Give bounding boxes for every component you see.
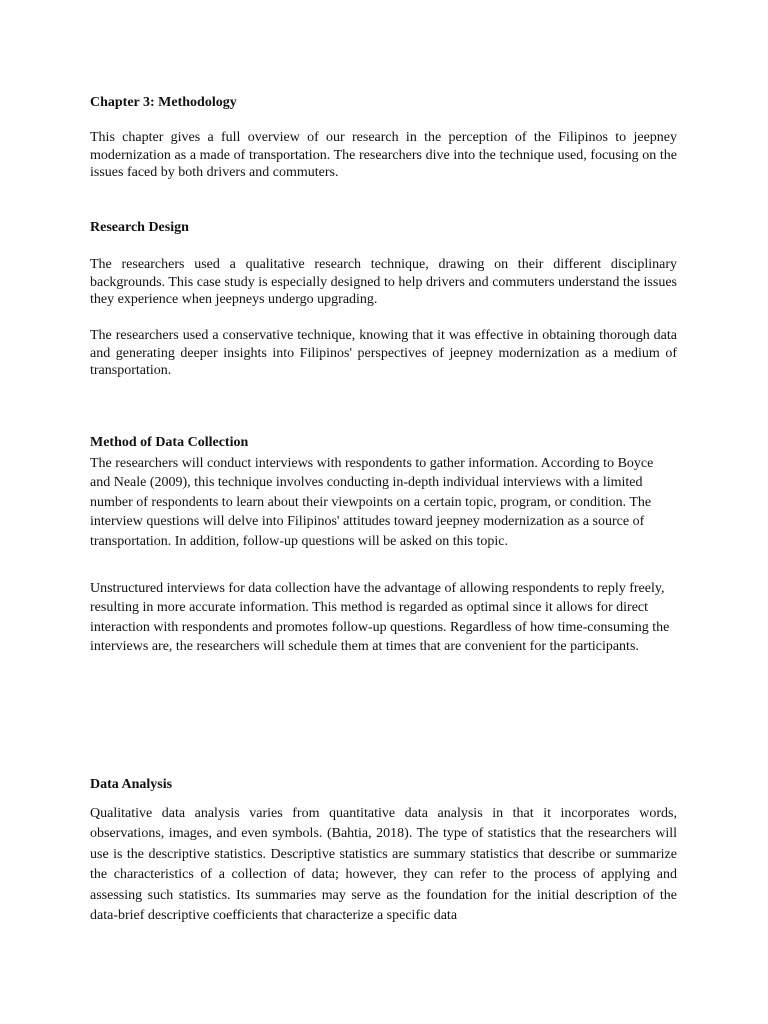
chapter-title: Chapter 3: Methodology bbox=[90, 95, 237, 110]
intro-paragraph: This chapter gives a full overview of our research in the perception of the Filipinos to jeepney modernization as a made of transportation. The researchers dive into the technique used, focusing on the issues faced by both drivers and commuters. bbox=[90, 130, 677, 180]
research-design-paragraph-2: The researchers used a conservative technique, knowing that it was effective in obtaining thorough data and generating deeper insights into Filipinos' perspectives of jeepney modernization as a medium of transportation. bbox=[90, 328, 677, 378]
research-design-heading: Research Design bbox=[90, 220, 189, 235]
data-collection-heading: Method of Data Collection bbox=[90, 435, 249, 450]
data-collection-paragraph-2: Unstructured interviews for data collection have the advantage of allowing respondents to reply freely, resulting in more accurate information. This method is regarded as optimal since it allows for direct interaction with respondents and promotes follow-up questions. Regardless of how time-consuming the interviews are, the researchers will schedule them at times that are convenient for the participants. bbox=[90, 581, 670, 655]
data-collection-paragraph-1: The researchers will conduct interviews with respondents to gather information. According to Boyce and Neale (2009), this technique involves conducting in-depth individual interviews with a limited number of respondents to learn about their viewpoints on a certain topic, program, or condition. The interview questions will delve into Filipinos' attitudes toward jeepney modernization as a source of transportation. In addition, follow-up questions will be asked on this topic. bbox=[90, 456, 654, 549]
data-analysis-heading: Data Analysis bbox=[90, 777, 173, 792]
data-analysis-paragraph: Qualitative data analysis varies from quantitative data analysis in that it incorporates words, observations, images, and even symbols. (Bahtia, 2018). The type of statistics that the researchers will use is the descriptive statistics. Descriptive statistics are summary statistics that describe or summarize the characteristics of a collection of data; however, they can refer to the process of applying and assessing such statistics. Its summaries may serve as the foundation for the initial description of the data-brief descriptive coefficients that characterize a specific data bbox=[90, 806, 677, 924]
research-design-paragraph-1: The researchers used a qualitative research technique, drawing on their different disciplinary backgrounds. This case study is especially designed to help drivers and commuters understand the issues they experience when jeepneys undergo upgrading. bbox=[90, 257, 677, 307]
